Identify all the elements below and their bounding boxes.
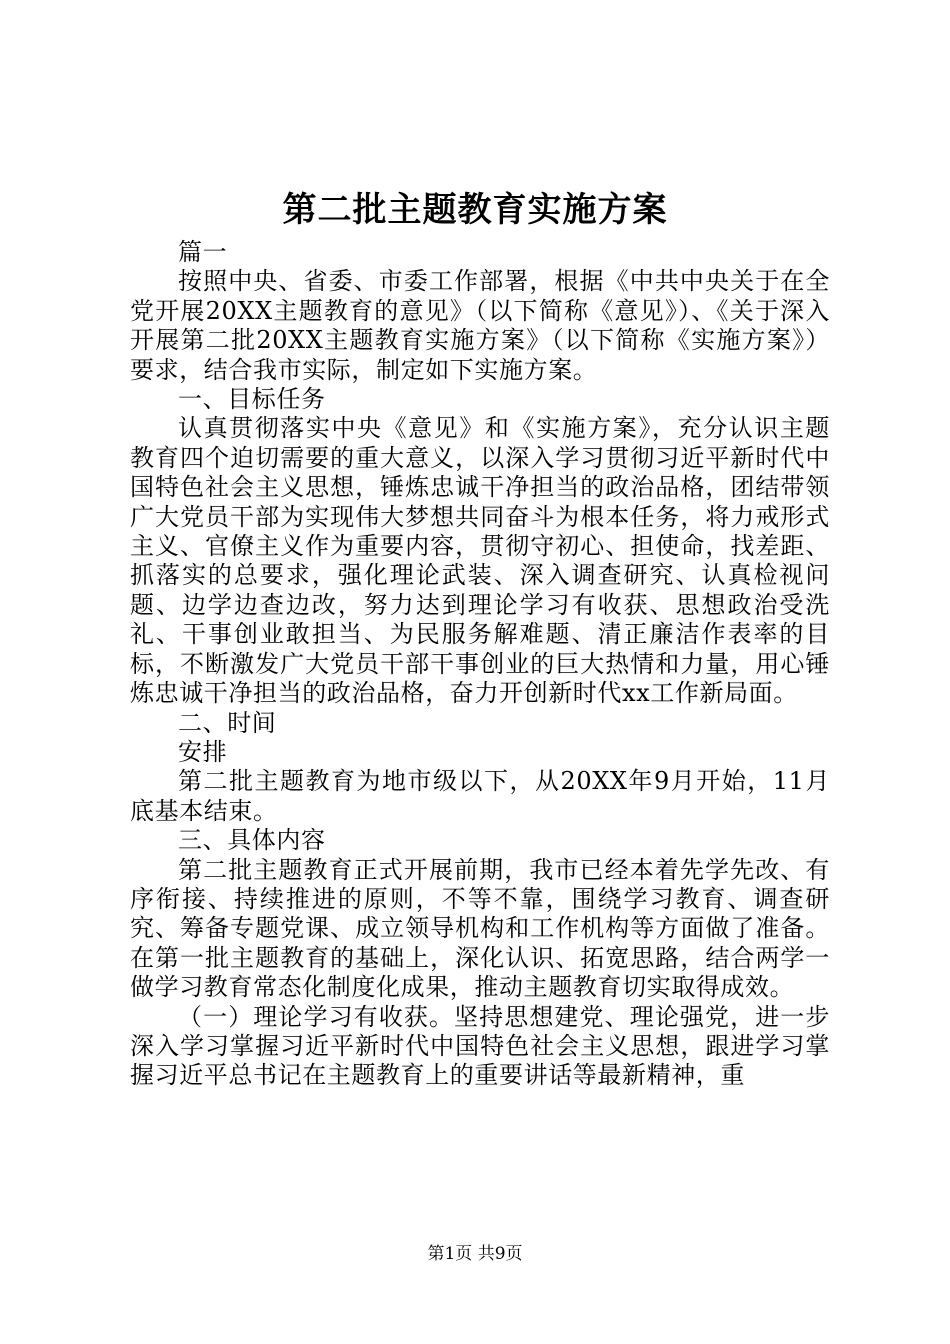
page-number-footer: 第1页 共9页 bbox=[427, 1244, 523, 1264]
paragraph: 第二批主题教育正式开展前期，我市已经本着先学先改、有序衔接、持续推进的原则，不等不靠，围绕学习教育、调查研究、筹备专题党课、成立领导机构和工作机构等方面做了准备。在第一批主题教育的基础上，深化认识、拓宽思路，结合两学一做学习教育常态化制度化成果，推动主题教育切实取得成效。 bbox=[130, 855, 830, 1002]
paragraph: 第二批主题教育为地市级以下，从20XX年9月开始，11月底基本结束。 bbox=[130, 767, 830, 825]
section-heading: 安排 bbox=[178, 737, 228, 766]
section-heading: 二、时间 bbox=[178, 708, 277, 737]
paragraph: 按照中央、省委、市委工作部署，根据《中共中央关于在全党开展20XX主题教育的意见》（以下简称《意见》）、《关于深入开展第二批20XX主题教育实施方案》（以下简称《实施方案》）要求，结合我市实际，制定如下实施方案。 bbox=[130, 267, 830, 384]
document-title: 第二批主题教育实施方案 bbox=[282, 190, 668, 230]
section-heading: 三、具体内容 bbox=[178, 826, 326, 855]
section-label: 篇一 bbox=[178, 238, 228, 266]
section-heading: 一、目标任务 bbox=[178, 385, 326, 414]
paragraph: 认真贯彻落实中央《意见》和《实施方案》，充分认识主题教育四个迫切需要的重大意义，以深入学习贯彻习近平新时代中国特色社会主义思想，锤炼忠诚干净担当的政治品格，团结带领广大党员干部为实现伟大梦想共同奋斗为根本任务，将力戒形式主义、官僚主义作为重要内容，贯彻守初心、担使命，找差距、抓落实的总要求，强化理论武装、深入调查研究、认真检视问题、边学边查边改，努力达到理论学习有收获、思想政治受洗礼、干事创业敢担当、为民服务解难题、清正廉洁作表率的目标，不断激发广大党员干部干事创业的巨大热情和力量，用心锤炼忠诚干净担当的政治品格，奋力开创新时代xx工作新局面。 bbox=[130, 414, 830, 708]
document-body bbox=[130, 238, 830, 1091]
paragraph: （一）理论学习有收获。坚持思想建党、理论强党，进一步深入学习掌握习近平新时代中国特色社会主义思想，跟进学习掌握习近平总书记在主题教育上的重要讲话等最新精神，重 bbox=[130, 1002, 830, 1090]
